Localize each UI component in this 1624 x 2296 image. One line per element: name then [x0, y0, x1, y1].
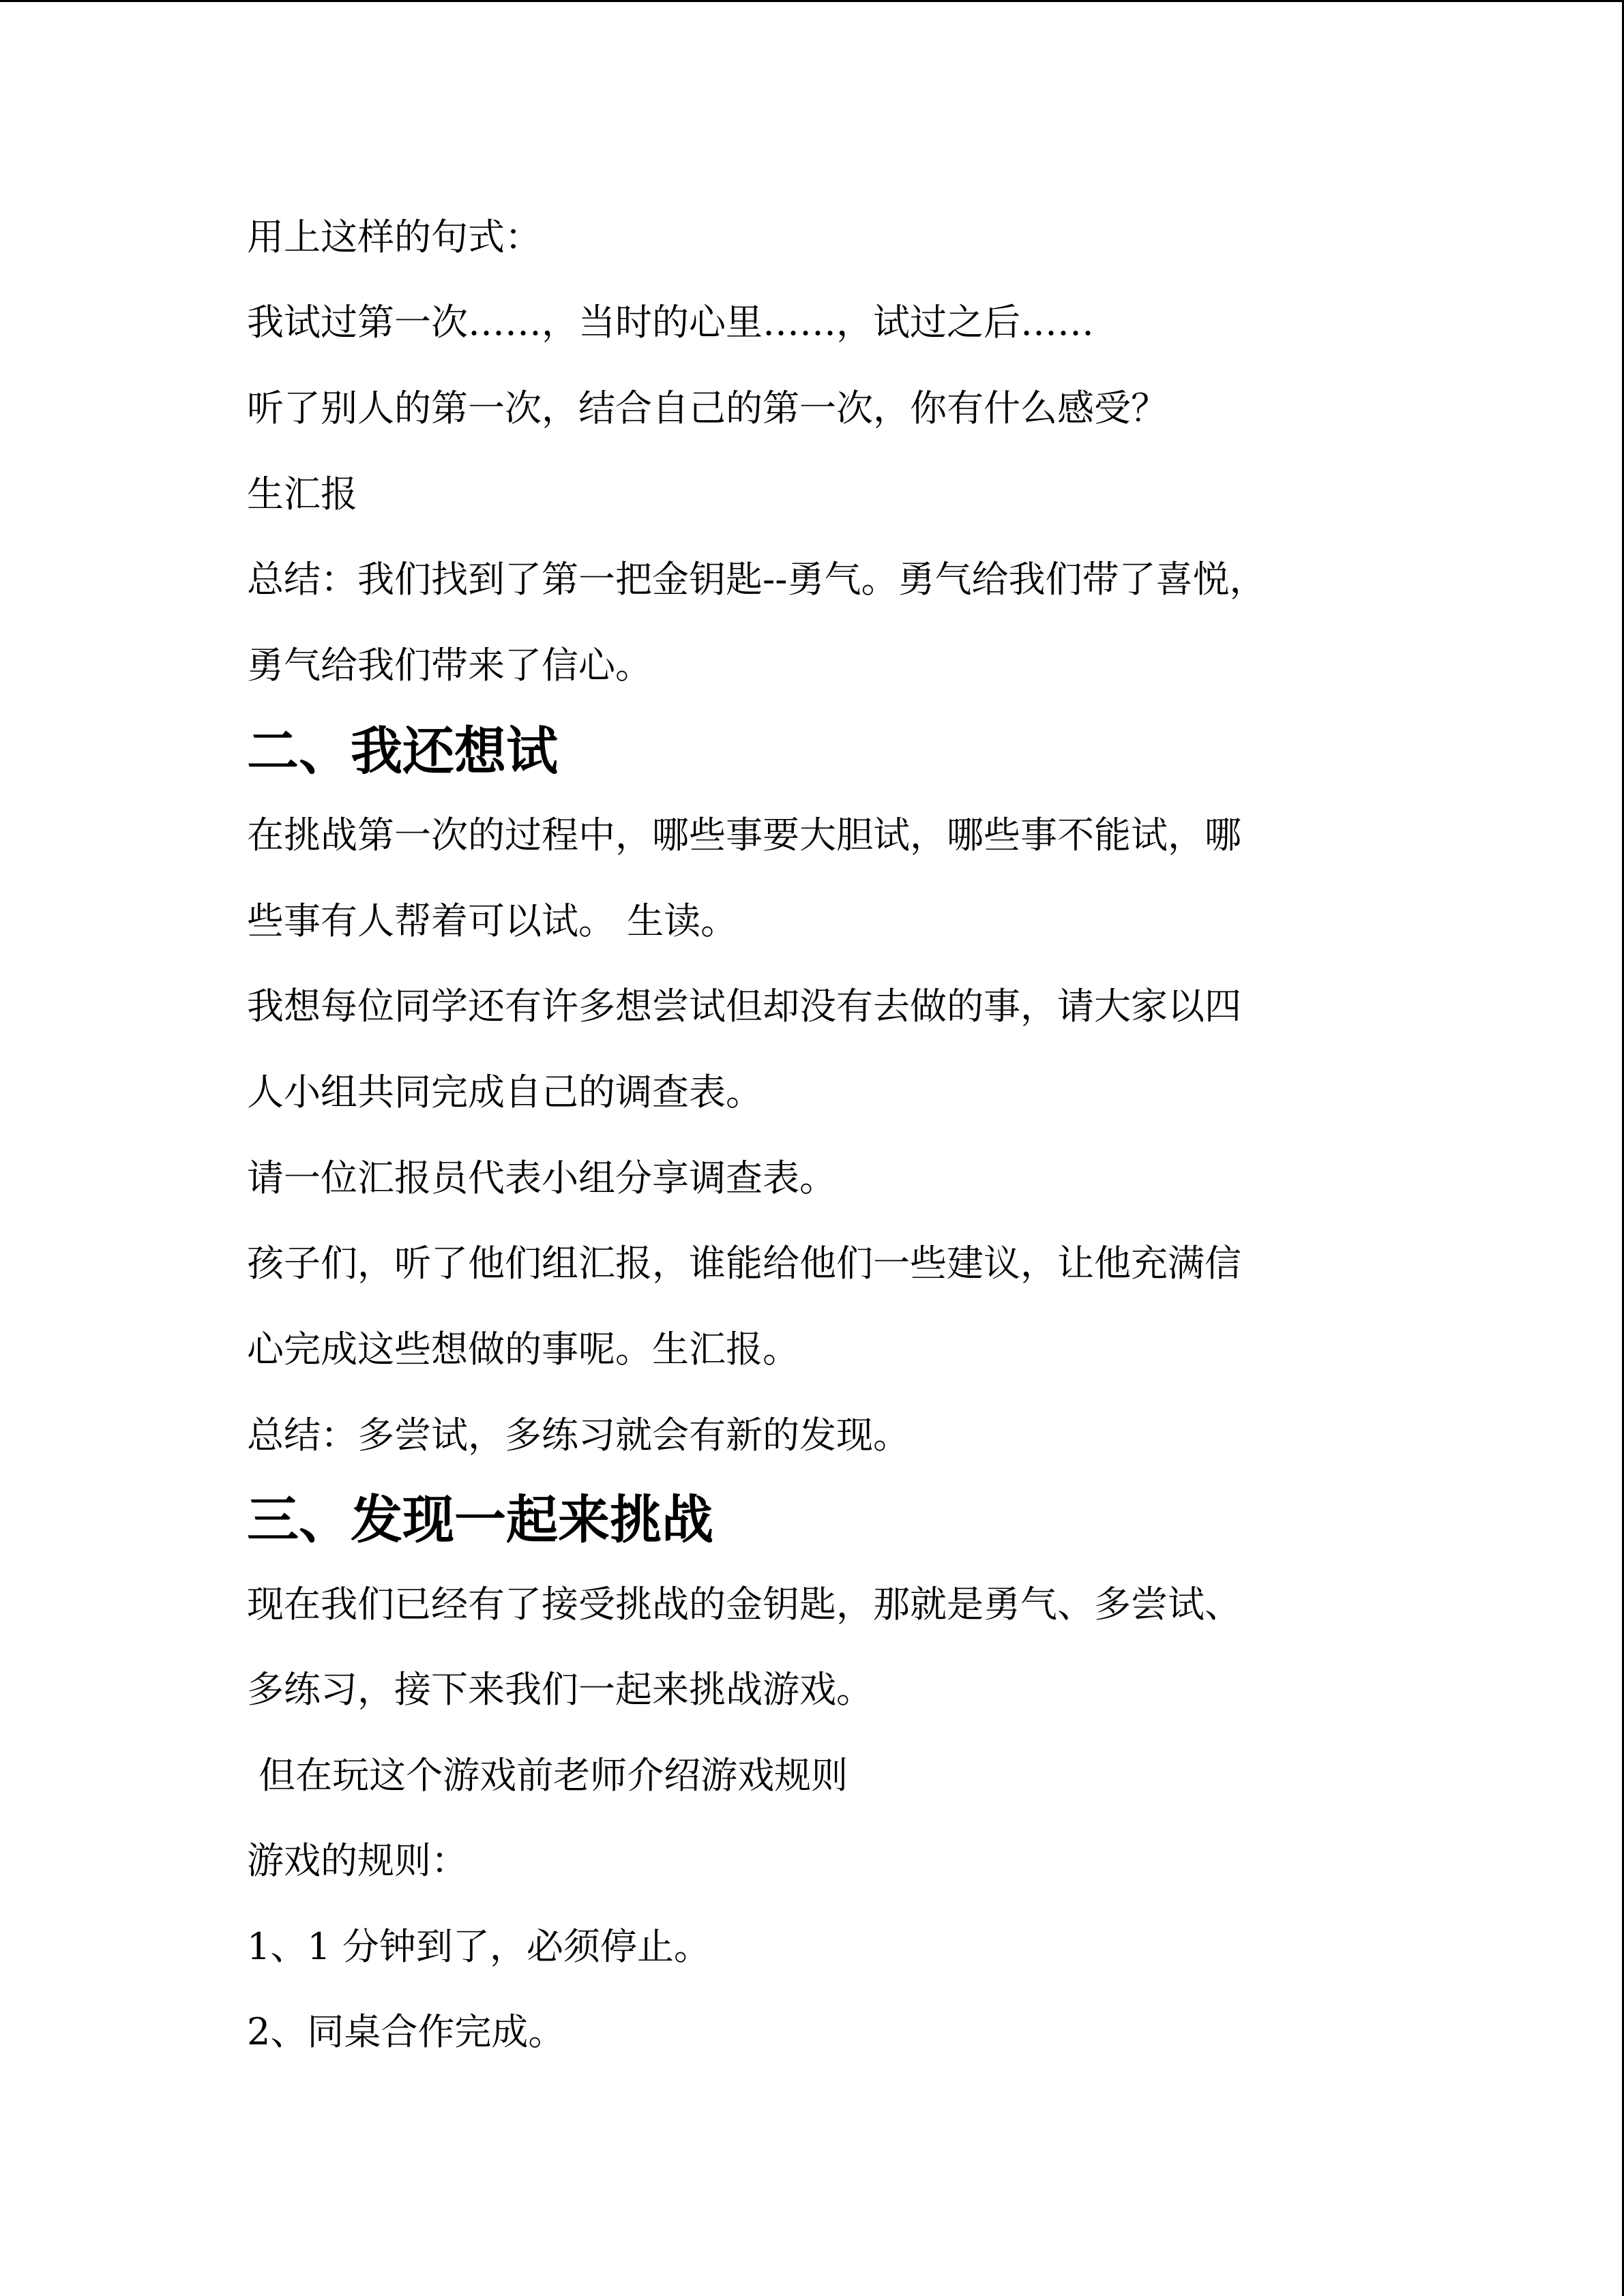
text-line: 听了别人的第一次，结合自己的第一次，你有什么感受？: [247, 387, 1168, 430]
text-line: 我试过第一次……，当时的心里……，试过之后……: [247, 301, 1094, 344]
text-line: 我想每位同学还有许多想尝试但却没有去做的事，请大家以四: [247, 985, 1241, 1028]
text-line: 总结：我们找到了第一把金钥匙--勇气。勇气给我们带了喜悦，: [247, 558, 1267, 601]
text-line: 现在我们已经有了接受挑战的金钥匙，那就是勇气、多尝试、: [247, 1583, 1241, 1626]
text-line: 游戏的规则：: [247, 1839, 468, 1882]
text-line: 在挑战第一次的过程中，哪些事要大胆试，哪些事不能试，哪: [247, 814, 1241, 856]
text-line: 心完成这些想做的事呢。生汇报。: [247, 1328, 799, 1371]
text-line: 些事有人帮着可以试。 生读。: [247, 899, 738, 942]
text-line: 2、同桌合作完成。: [247, 2010, 565, 2053]
text-line: 总结：多尝试，多练习就会有新的发现。: [247, 1414, 910, 1457]
text-line: 用上这样的句式：: [247, 215, 542, 258]
top-border-line: [0, 0, 1624, 2]
text-line: 请一位汇报员代表小组分享调查表。: [247, 1157, 836, 1199]
text-line: 多练习，接下来我们一起来挑战游戏。: [247, 1668, 873, 1711]
text-line: 但在玩这个游戏前老师介绍游戏规则: [247, 1754, 848, 1797]
text-line: 勇气给我们带来了信心。: [247, 644, 652, 687]
text-line: 人小组共同完成自己的调查表。: [247, 1071, 763, 1114]
section-heading: 三、发现一起来挑战: [247, 1489, 713, 1550]
text-line: 孩子们，听了他们组汇报，谁能给他们一些建议，让他充满信: [247, 1242, 1241, 1285]
text-line: 1、1 分钟到了，必须停止。: [247, 1925, 711, 1968]
section-heading: 二、我还想试: [247, 721, 558, 781]
text-line: 生汇报: [247, 473, 357, 516]
